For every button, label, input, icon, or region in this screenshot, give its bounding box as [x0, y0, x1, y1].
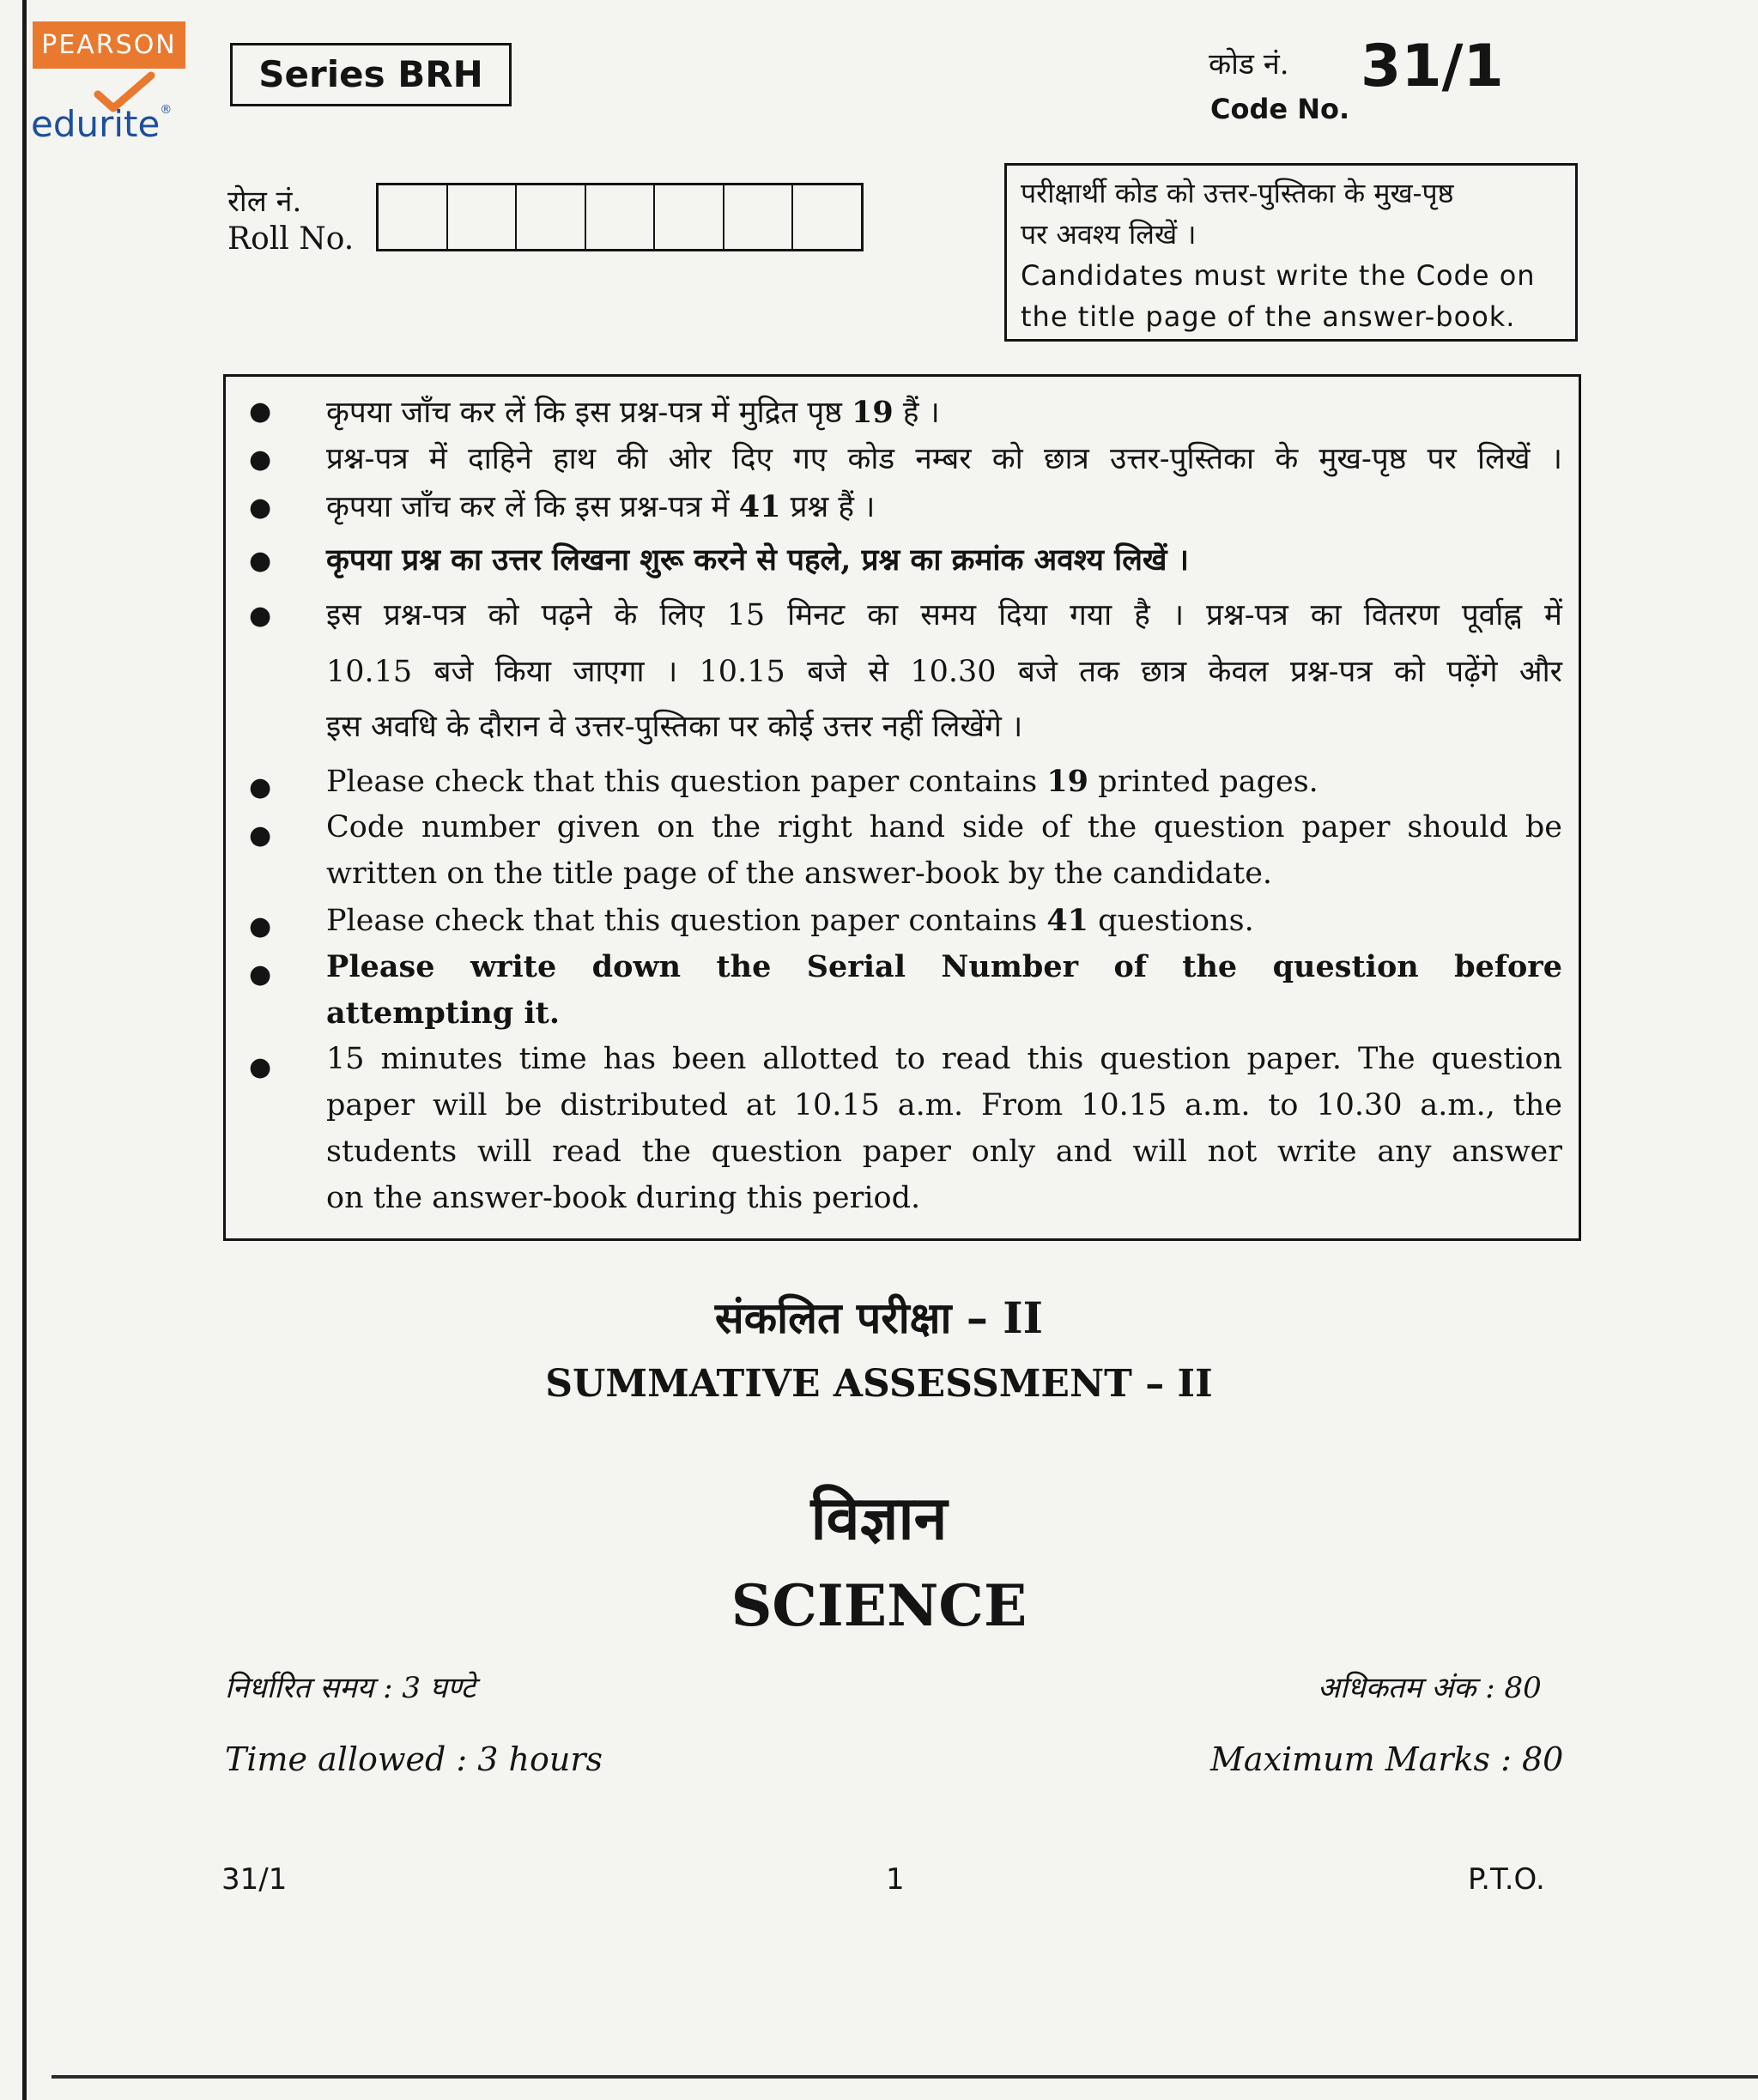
time-allowed-english: Time allowed : 3 hours	[225, 1740, 603, 1778]
left-margin-rule	[22, 0, 27, 2100]
candidate-note-hindi-line1: परीक्षार्थी कोड को उत्तर-पुस्तिका के मुख-पृष्ठ	[1021, 177, 1454, 209]
instruction-english-2-line2: written on the title page of the answer-book by the candidate.	[326, 856, 1273, 891]
bottom-rule	[52, 2075, 1758, 2079]
instruction-hindi-5-line1: इस प्रश्न-पत्र को पढ़ने के लिए 15 मिनट का समय दिया गया है । प्रश्न-पत्र का वितरण पूर्वाह्न में	[326, 598, 1562, 632]
instruction-hindi-4: कृपया प्रश्न का उत्तर लिखना शुरू करने से पहले, प्रश्न का क्रमांक अवश्य लिखें ।	[326, 542, 1189, 578]
bullet: ●	[249, 1052, 272, 1082]
subject-title-english: SCIENCE	[730, 1572, 1028, 1639]
instruction-text: Please check that this question paper contains	[326, 765, 1047, 799]
candidate-note-english-line2: the title page of the answer-book.	[1021, 300, 1516, 333]
instruction-english-5-line1: 15 minutes time has been allotted to read this question paper. The question	[326, 1042, 1562, 1076]
bullet: ●	[249, 772, 272, 802]
bullet: ●	[249, 601, 272, 631]
instruction-text: कृपया जाँच कर लें कि इस प्रश्न-पत्र में	[326, 490, 739, 524]
bullet: ●	[249, 911, 272, 941]
subject-title-hindi: विज्ञान	[810, 1482, 948, 1553]
page-number: 1	[886, 1862, 905, 1897]
pearson-logo-text: PEARSON	[41, 30, 177, 60]
roll-number-boxes	[376, 183, 864, 251]
bullet: ●	[249, 493, 272, 523]
roll-digit-box	[585, 185, 654, 249]
instruction-english-4-line1: Please write down the Serial Number of the question before	[326, 949, 1562, 984]
bullet: ●	[249, 445, 272, 475]
roll-label-english: Roll No.	[227, 221, 355, 257]
instruction-english-3	[326, 903, 1562, 938]
instruction-english-5-line4: on the answer-book during this period.	[326, 1181, 921, 1215]
candidate-note-hindi-line2: पर अवश्य लिखें ।	[1021, 218, 1197, 251]
candidate-note-english-line1: Candidates must write the Code on	[1021, 259, 1536, 292]
code-number: 31/1	[1361, 33, 1504, 100]
instruction-text: कृपया जाँच कर लें कि इस प्रश्न-पत्र में मुद्रित पृष्ठ	[326, 396, 852, 430]
instruction-text: Please check that this question paper contains	[326, 904, 1047, 938]
instruction-bold: 41	[1046, 903, 1089, 938]
series-label: Series BRH	[230, 43, 512, 106]
max-marks-hindi: अधिकतम अंक : 80	[1318, 1671, 1542, 1705]
instruction-english-4-line2: attempting it.	[326, 996, 561, 1031]
roll-digit-box	[723, 185, 792, 249]
roll-label-hindi: रोल नं.	[227, 185, 302, 219]
code-label-hindi: कोड नं.	[1209, 47, 1289, 82]
instruction-hindi-3	[326, 486, 1562, 526]
instruction-hindi-5-line3: इस अवधि के दौरान वे उत्तर-पुस्तिका पर कोई उत्तर नहीं लिखेंगे ।	[326, 710, 1023, 744]
instruction-text: questions.	[1088, 904, 1254, 938]
max-marks-english: Maximum Marks : 80	[1210, 1740, 1564, 1778]
instruction-hindi-5-line2: 10.15 बजे किया जाएगा । 10.15 बजे से 10.30 बजे तक छात्र केवल प्रश्न-पत्र को पढ़ेंगे और	[326, 655, 1562, 689]
instruction-text: printed pages.	[1088, 765, 1318, 799]
please-turn-over: P.T.O.	[1468, 1862, 1545, 1897]
exam-title-hindi: संकलित परीक्षा – II	[714, 1292, 1044, 1343]
instruction-text: हैं ।	[893, 396, 940, 430]
trademark-mark: ®	[160, 103, 173, 117]
code-label-english: Code No.	[1210, 93, 1350, 125]
roll-digit-box	[446, 185, 516, 249]
instruction-english-2-line1: Code number given on the right hand side of the question paper should be	[326, 810, 1562, 844]
instruction-hindi-2: प्रश्न-पत्र में दाहिने हाथ की ओर दिए गए कोड नम्बर को छात्र उत्तर-पुस्तिका के मुख-पृष्ठ पर लिखें ।	[326, 442, 1562, 476]
instruction-hindi-1	[326, 391, 1562, 432]
instruction-bold: 41	[738, 489, 781, 524]
bullet: ●	[249, 959, 272, 989]
edurite-logo-text: edurite	[31, 103, 161, 145]
instruction-english-5-line2: paper will be distributed at 10.15 a.m. From 10.15 a.m. to 10.30 a.m., the	[326, 1088, 1562, 1123]
instruction-text: प्रश्न हैं ।	[780, 490, 876, 524]
bullet: ●	[249, 396, 272, 427]
instruction-english-1	[326, 764, 1562, 799]
time-allowed-hindi: निर्धारित समय : 3 घण्टे	[225, 1671, 476, 1705]
roll-digit-box	[791, 185, 861, 249]
bullet: ●	[249, 820, 272, 850]
edurite-logo	[31, 103, 172, 145]
footer-code: 31/1	[221, 1862, 288, 1897]
instruction-bold: 19	[1046, 764, 1089, 799]
roll-digit-box	[653, 185, 723, 249]
exam-title-english: SUMMATIVE ASSESSMENT – II	[545, 1362, 1213, 1406]
instruction-bold: 19	[852, 395, 894, 430]
candidate-code-note	[1004, 163, 1578, 342]
roll-digit-box	[515, 185, 585, 249]
roll-digit-box	[379, 185, 446, 249]
bullet: ●	[249, 546, 272, 576]
instruction-english-5-line3: students will read the question paper only and will not write any answer	[326, 1135, 1562, 1169]
